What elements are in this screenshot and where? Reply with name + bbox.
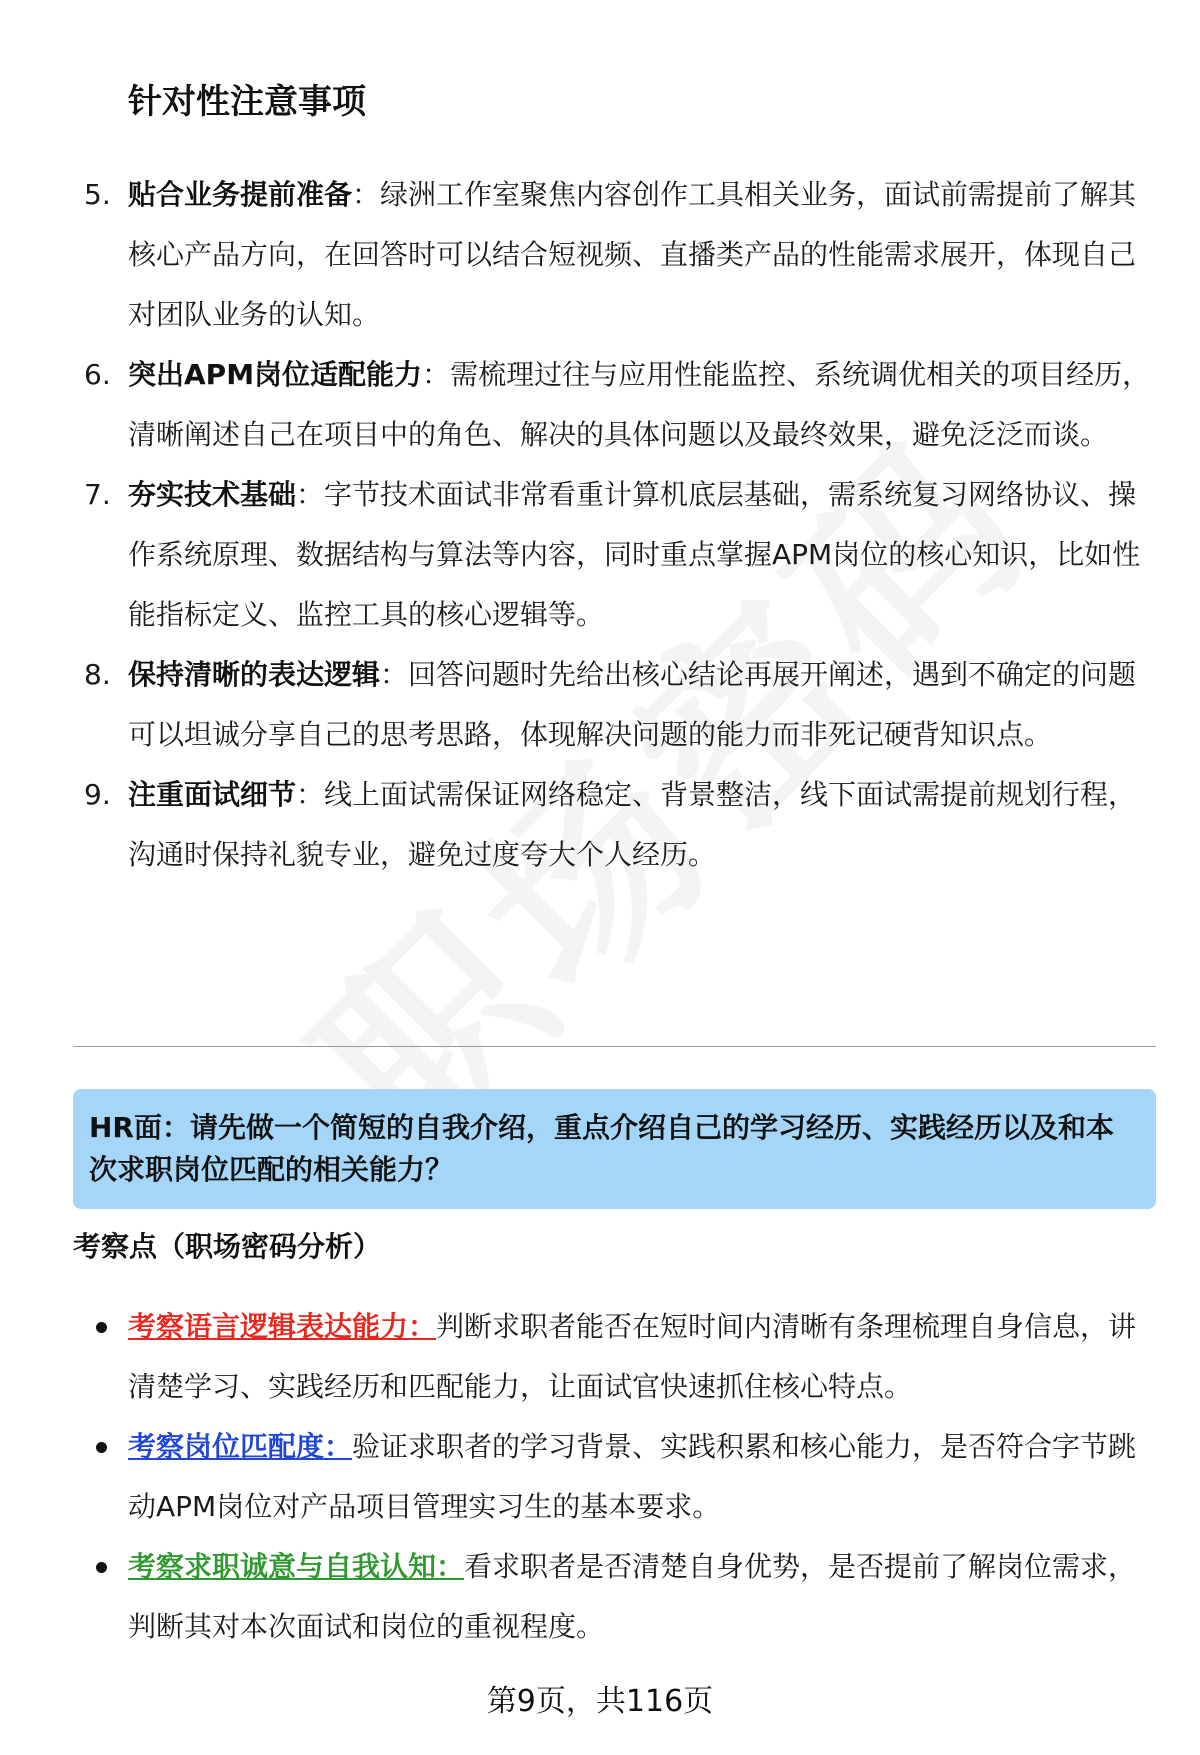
list-item xyxy=(80,645,1160,765)
item-separator: ： xyxy=(296,478,325,511)
bullet-text: 看求职者是否清楚自身优势，是否提前了解岗位需求，判断其对本次面试和岗位的重视程度。 xyxy=(128,1550,1137,1643)
item-number: 5. xyxy=(84,178,111,211)
bullet-list xyxy=(96,1297,1160,1657)
item-title: 注重面试细节 xyxy=(128,778,297,811)
bullet-keyword: 考察语言逻辑表达能力： xyxy=(128,1310,437,1343)
list-item xyxy=(80,465,1160,645)
list-item xyxy=(80,765,1160,885)
list-item xyxy=(96,1537,1160,1657)
bullet-keyword: 考察岗位匹配度： xyxy=(128,1430,353,1463)
item-number: 7. xyxy=(84,478,111,511)
item-title: 保持清晰的表达逻辑 xyxy=(128,658,381,691)
list-item xyxy=(96,1417,1160,1537)
divider xyxy=(73,1046,1156,1047)
page-footer: 第9页，共116页 xyxy=(486,1684,714,1719)
list-item xyxy=(80,165,1160,345)
sub-title: 考察点（职场密码分析） xyxy=(73,1230,382,1263)
list-item xyxy=(80,345,1160,465)
item-number: 8. xyxy=(84,658,111,691)
bullet-text: 验证求职者的学习背景、实践积累和核心能力，是否符合字节跳动APM岗位对产品项目管理实习生的基本要求。 xyxy=(128,1430,1137,1523)
item-text: 需梳理过往与应用性能监控、系统调优相关的项目经历，清晰阐述自己在项目中的角色、解决的具体问题以及最终效果，避免泛泛而谈。 xyxy=(128,358,1151,451)
bullet-dot-icon xyxy=(96,1322,107,1333)
bullet-dot-icon xyxy=(96,1442,107,1453)
item-separator: ： xyxy=(380,658,409,691)
item-separator: ： xyxy=(296,778,325,811)
question-box xyxy=(73,1089,1156,1209)
list-item xyxy=(96,1297,1160,1417)
item-title: 突出APM岗位适配能力 xyxy=(128,358,423,391)
item-separator: ： xyxy=(352,178,381,211)
item-separator: ： xyxy=(422,358,451,391)
item-text: 绿洲工作室聚焦内容创作工具相关业务，面试前需提前了解其核心产品方向，在回答时可以结合短视频、直播类产品的性能需求展开，体现自己对团队业务的认知。 xyxy=(128,178,1137,331)
item-title: 夯实技术基础 xyxy=(128,478,297,511)
bullet-text: 判断求职者能否在短时间内清晰有条理梳理自身信息，讲清楚学习、实践经历和匹配能力，让面试官快速抓住核心特点。 xyxy=(128,1310,1137,1403)
item-number: 6. xyxy=(84,358,111,391)
item-text: 字节技术面试非常看重计算机底层基础，需系统复习网络协议、操作系统原理、数据结构与算法等内容，同时重点掌握APM岗位的核心知识，比如性能指标定义、监控工具的核心逻辑等。 xyxy=(128,478,1141,631)
item-text: 回答问题时先给出核心结论再展开阐述，遇到不确定的问题可以坦诚分享自己的思考思路，体现解决问题的能力而非死记硬背知识点。 xyxy=(128,658,1137,751)
item-text: 线上面试需保证网络稳定、背景整洁，线下面试需提前规划行程，沟通时保持礼貌专业，避免过度夸大个人经历。 xyxy=(128,778,1137,871)
item-title: 贴合业务提前准备 xyxy=(128,178,353,211)
bullet-dot-icon xyxy=(96,1562,107,1573)
section-title: 针对性注意事项 xyxy=(128,82,366,122)
question-text: HR面：请先做一个简短的自我介绍，重点介绍自己的学习经历、实践经历以及和本次求职岗位匹配的相关能力？ xyxy=(89,1111,1114,1186)
item-number: 9. xyxy=(84,778,111,811)
numbered-list xyxy=(80,165,1160,885)
bullet-keyword: 考察求职诚意与自我认知： xyxy=(128,1550,465,1583)
